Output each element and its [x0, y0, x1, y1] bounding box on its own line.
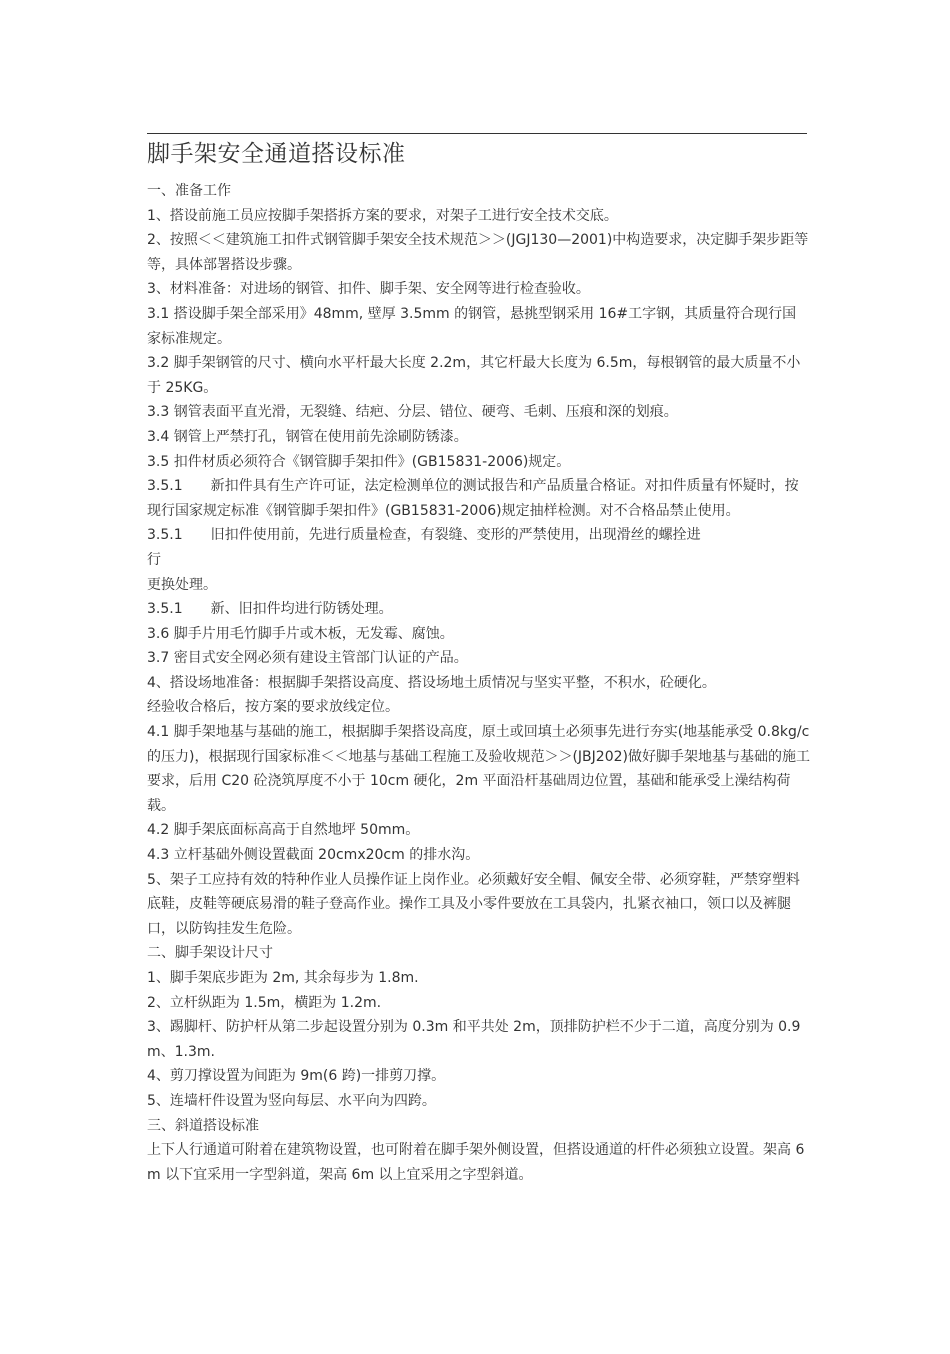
- paragraph-2: 2、按照＜＜建筑施工扣件式钢管脚手架安全技术规范＞＞(JGJ130—2001)中构造要求，决定脚手架步距等等，具体部署搭设步骤。: [147, 232, 809, 273]
- paragraph-3-7: 3.7 密目式安全网必须有建设主管部门认证的产品。: [147, 650, 468, 667]
- design-item-3: 3、踢脚杆、防护杆从第二步起设置分别为 0.3m 和平共处 2m，顶排防护栏不少于二道，高度分别为 0.9m、1.3m.: [147, 1019, 801, 1060]
- paragraph-3: 3、材料准备：对进场的钢管、扣件、脚手架、安全网等进行检查验收。: [147, 281, 590, 298]
- paragraph-3-2: 3.2 脚手架钢管的尺寸、横向水平杆最大长度 2.2m，其它杆最大长度为 6.5m，每根钢管的最大质量不小于 25KG。: [147, 355, 801, 396]
- clause-number: 3.5.1: [147, 601, 183, 618]
- document-page: [147, 133, 810, 1187]
- paragraph-1: 1、搭设前施工员应按脚手架搭拆方案的要求，对架子工进行安全技术交底。: [147, 207, 618, 224]
- clause-text: 新扣件具有生产许可证，法定检测单位的测试报告和产品质量合格证。对扣件质量有怀疑时，按现行国家规定标准《钢管脚手架扣件》(GB15831-2006)规定抽样检测。对不合格品禁止使用。: [147, 478, 799, 519]
- paragraph-3-5-1-new: [147, 474, 810, 523]
- paragraph-3-6: 3.6 脚手片用毛竹脚手片或木板，无发霉、腐蚀。: [147, 625, 454, 642]
- design-item-5: 5、连墙杆件设置为竖向每层、水平向为四跨。: [147, 1092, 436, 1109]
- paragraph-5: 5、架子工应持有效的特种作业人员操作证上岗作业。必须戴好安全帽、佩安全带、必须穿鞋，严禁穿塑料底鞋，皮鞋等硬底易滑的鞋子登高作业。操作工具及小零件要放在工具袋内，扎紧衣袖口，领口以及裤腿口，以防钩挂发生危险。: [147, 871, 800, 937]
- design-item-2: 2、立杆纵距为 1.5m，横距为 1.2m.: [147, 994, 382, 1011]
- ramp-paragraph: 上下人行通道可附着在建筑物设置，也可附着在脚手架外侧设置，但搭设通道的杆件必须独立设置。架高 6m 以下宜采用一字型斜道，架高 6m 以上宜采用之字型斜道。: [147, 1142, 805, 1183]
- paragraph-4-cont: 经验收合格后，按方案的要求放线定位。: [147, 699, 399, 716]
- design-item-1: 1、脚手架底步距为 2m, 其余每步为 1.8m.: [147, 970, 419, 986]
- clause-number: 3.5.1: [147, 478, 183, 495]
- section-heading-preparation: 一、准备工作: [147, 183, 231, 199]
- clause-number: 3.5.1: [147, 527, 183, 544]
- clause-text: 新、旧扣件均进行防锈处理。: [210, 601, 393, 618]
- paragraph-4: 4、搭设场地准备：根据脚手架搭设高度、搭设场地土质情况与坚实平整，不积水，砼硬化。: [147, 674, 716, 691]
- document-title: 脚手架安全通道搭设标准: [147, 141, 406, 167]
- paragraph-3-5-1-old: [147, 523, 810, 548]
- paragraph-3-5-1-old-cont: 行: [147, 551, 161, 568]
- design-item-4: 4、剪刀撑设置为间距为 9m(6 跨)一排剪刀撑。: [147, 1068, 446, 1085]
- paragraph-3-5-1-rust: [147, 597, 810, 622]
- paragraph-3-4: 3.4 钢管上严禁打孔，钢管在使用前先涂刷防锈漆。: [147, 428, 468, 445]
- paragraph-3-5: 3.5 扣件材质必须符合《钢管脚手架扣件》(GB15831-2006)规定。: [147, 453, 571, 470]
- paragraph-3-3: 3.3 钢管表面平直光滑，无裂缝、结疤、分层、错位、硬弯、毛刺、压痕和深的划痕。: [147, 404, 678, 421]
- section-heading-design: 二、脚手架设计尺寸: [147, 945, 273, 962]
- paragraph-3-5-1-old-end: 更换处理。: [147, 576, 217, 593]
- paragraph-4-2: 4.2 脚手架底面标高高于自然地坪 50mm。: [147, 822, 420, 839]
- paragraph-4-3: 4.3 立杆基础外侧设置截面 20cmx20cm 的排水沟。: [147, 847, 480, 864]
- paragraph-4-1: 4.1 脚手架地基与基础的施工，根据脚手架搭设高度，原土或回填土必须事先进行夯实(地基能承受 0.8kg/c 的压力)，根据现行国家标准＜＜地基与基础工程施工及验收规范＞＞(JBJ202)做好脚手架地基与基础的施工要求，后用 C20 砼浇筑厚度不小于 10cm 硬化，2m 平面沿杆基础周边位置，基础和能承受上澡结构荷载。: [147, 724, 810, 814]
- section-heading-ramp: 三、斜道搭设标准: [147, 1117, 259, 1134]
- clause-text: 旧扣件使用前，先进行质量检查，有裂缝、变形的严禁使用，出现滑丝的螺拴进: [210, 527, 701, 544]
- paragraph-3-1: 3.1 搭设脚手架全部采用》48mm, 壁厚 3.5mm 的钢管，悬挑型钢采用 16#工字钢，其质量符合现行国家标准规定。: [147, 305, 797, 347]
- header-rule: [147, 133, 807, 134]
